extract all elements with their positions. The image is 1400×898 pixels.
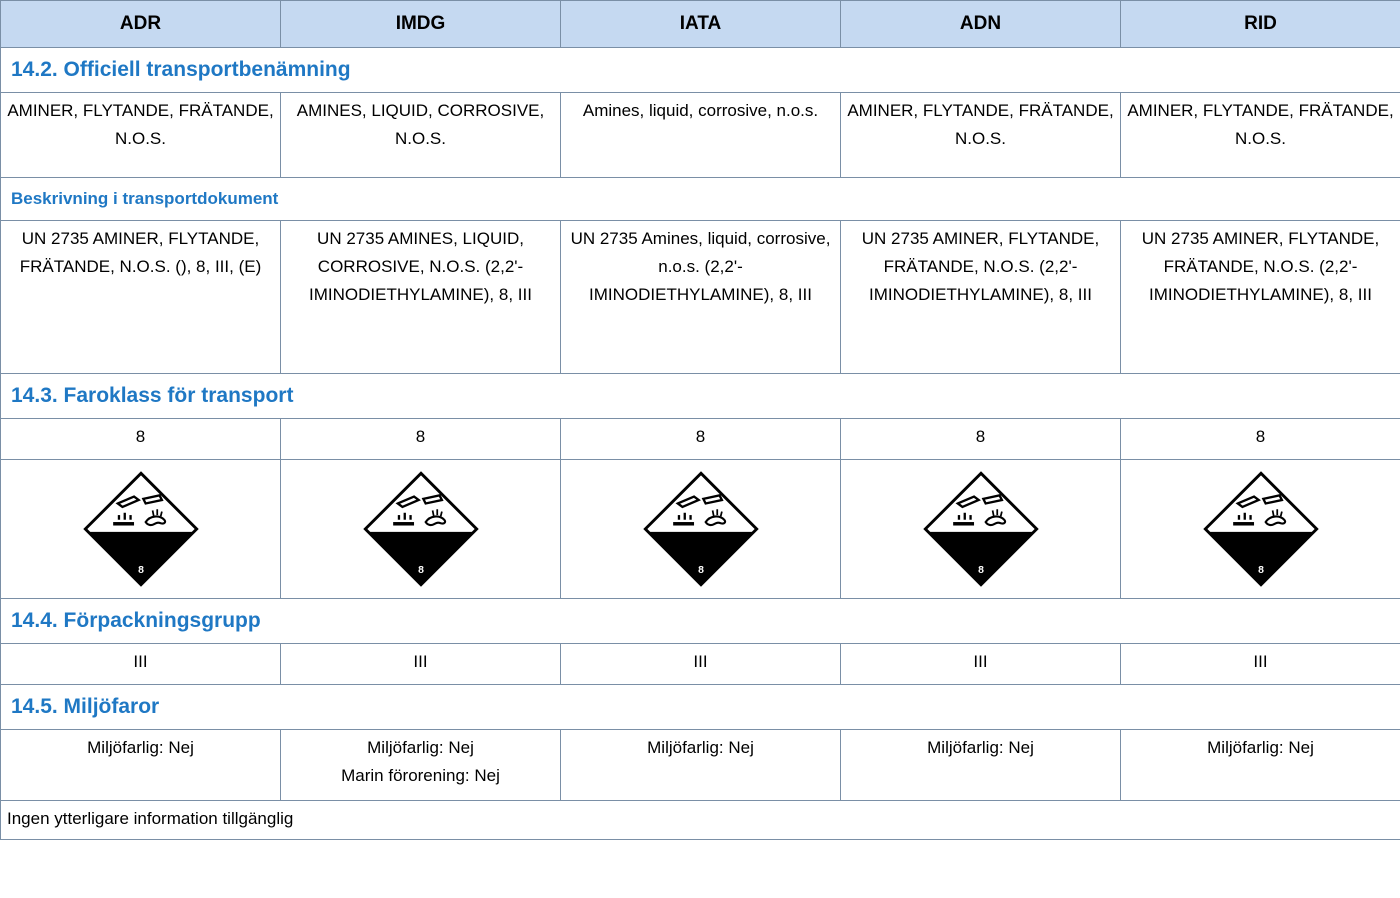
- official-name-cell: AMINER, FLYTANDE, FRÄTANDE, N.O.S.: [1121, 93, 1400, 178]
- environment-cell: [1, 730, 281, 801]
- environment-cell: [1121, 730, 1400, 801]
- environment-line: Miljöfarlig: Nej: [647, 738, 754, 757]
- environment-cell: [841, 730, 1121, 801]
- environment-line: Marin förorening: Nej: [341, 766, 500, 785]
- hazard-class-row: [1, 419, 1400, 460]
- pictogram-cell: [1, 460, 281, 599]
- environment-line: Miljöfarlig: Nej: [367, 738, 474, 757]
- corrosive-class-8-icon: [83, 471, 199, 587]
- packing-group-cell: III: [1121, 644, 1400, 685]
- environment-line: Miljöfarlig: Nej: [1207, 738, 1314, 757]
- pictogram-cell: [841, 460, 1121, 599]
- section-title-official-name: 14.2. Officiell transportbenämning: [1, 48, 1400, 93]
- transport-description-cell: UN 2735 AMINER, FLYTANDE, FRÄTANDE, N.O.S. (), 8, III, (E): [1, 221, 281, 374]
- transport-description-row: [1, 221, 1400, 374]
- section-row-class: [1, 374, 1400, 419]
- transport-description-cell: UN 2735 AMINER, FLYTANDE, FRÄTANDE, N.O.S. (2,2'-IMINODIETHYLAMINE), 8, III: [841, 221, 1121, 374]
- transport-description-cell: UN 2735 AMINER, FLYTANDE, FRÄTANDE, N.O.S. (2,2'-IMINODIETHYLAMINE), 8, III: [1121, 221, 1400, 374]
- pictogram-cell: [281, 460, 561, 599]
- packing-group-cell: III: [841, 644, 1121, 685]
- header-adr: ADR: [1, 1, 281, 48]
- official-name-cell: AMINER, FLYTANDE, FRÄTANDE, N.O.S.: [1, 93, 281, 178]
- environment-line: Miljöfarlig: Nej: [927, 738, 1034, 757]
- additional-info-note: Ingen ytterligare information tillgänglig: [1, 801, 1400, 840]
- pictogram-class-label: 8: [417, 565, 424, 577]
- header-row: [1, 1, 1400, 48]
- hazard-class-cell: 8: [281, 419, 561, 460]
- section-title-hazard-class: 14.3. Faroklass för transport: [1, 374, 1400, 419]
- pictogram-class-label: 8: [1257, 565, 1264, 577]
- section-row-description: [1, 178, 1400, 221]
- section-title-environmental-hazards: 14.5. Miljöfaror: [1, 685, 1400, 730]
- pictogram-class-label: 8: [137, 565, 144, 577]
- section-row-name: [1, 48, 1400, 93]
- pictogram-cell: [1121, 460, 1400, 599]
- corrosive-class-8-icon: [643, 471, 759, 587]
- pictogram-class-label: 8: [977, 565, 984, 577]
- corrosive-class-8-icon: [363, 471, 479, 587]
- corrosive-class-8-icon: [923, 471, 1039, 587]
- packing-group-cell: III: [281, 644, 561, 685]
- pictogram-cell: [561, 460, 841, 599]
- official-name-cell: AMINES, LIQUID, CORROSIVE, N.O.S.: [281, 93, 561, 178]
- official-name-cell: AMINER, FLYTANDE, FRÄTANDE, N.O.S.: [841, 93, 1121, 178]
- corrosive-class-8-icon: [1203, 471, 1319, 587]
- header-rid: RID: [1121, 1, 1400, 48]
- environment-row: [1, 730, 1400, 801]
- pictogram-row: [1, 460, 1400, 599]
- official-name-row: [1, 93, 1400, 178]
- packing-group-cell: III: [1, 644, 281, 685]
- hazard-class-cell: 8: [1121, 419, 1400, 460]
- transport-description-cell: UN 2735 AMINES, LIQUID, CORROSIVE, N.O.S. (2,2'-IMINODIETHYLAMINE), 8, III: [281, 221, 561, 374]
- official-name-cell: Amines, liquid, corrosive, n.o.s.: [561, 93, 841, 178]
- packing-group-row: [1, 644, 1400, 685]
- hazard-class-cell: 8: [561, 419, 841, 460]
- environment-cell: [281, 730, 561, 801]
- environment-cell: [561, 730, 841, 801]
- packing-group-cell: III: [561, 644, 841, 685]
- header-imdg: IMDG: [281, 1, 561, 48]
- pictogram-class-label: 8: [697, 565, 704, 577]
- header-iata: IATA: [561, 1, 841, 48]
- footer-row: [1, 801, 1400, 840]
- header-adn: ADN: [841, 1, 1121, 48]
- hazard-class-cell: 8: [841, 419, 1121, 460]
- section-row-env: [1, 685, 1400, 730]
- section-title-packing-group: 14.4. Förpackningsgrupp: [1, 599, 1400, 644]
- transport-description-cell: UN 2735 Amines, liquid, corrosive, n.o.s. (2,2'-IMINODIETHYLAMINE), 8, III: [561, 221, 841, 374]
- section-title-transport-document: Beskrivning i transportdokument: [1, 178, 1400, 221]
- hazard-class-cell: 8: [1, 419, 281, 460]
- environment-line: Miljöfarlig: Nej: [87, 738, 194, 757]
- section-row-group: [1, 599, 1400, 644]
